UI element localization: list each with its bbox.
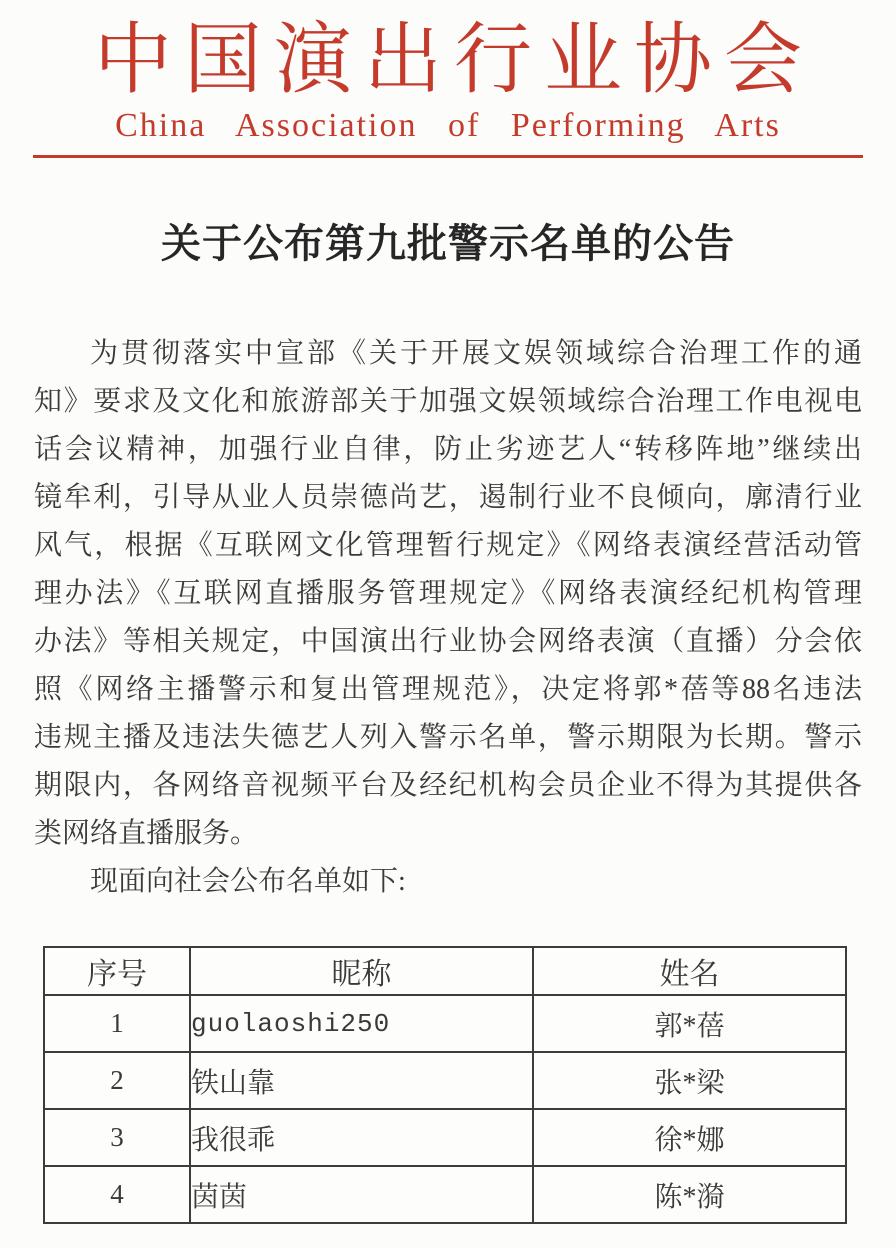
row-no: 2 <box>44 1052 190 1109</box>
column-header-nickname: 昵称 <box>190 947 533 995</box>
body-line: 风气，根据《互联网文化管理暂行规定》《网络表演经营活动管 <box>34 530 862 561</box>
row-nickname: 我很乖 <box>190 1109 533 1166</box>
row-name: 陈*漪 <box>533 1166 846 1223</box>
body-line: 照《网络主播警示和复出管理规范》，决定将郭*蓓等88名违法 <box>34 674 862 705</box>
row-name: 张*梁 <box>533 1052 846 1109</box>
row-no: 1 <box>44 995 190 1052</box>
body-line: 知》要求及文化和旅游部关于加强文娱领域综合治理工作电视电 <box>34 386 862 417</box>
column-header-name: 姓名 <box>533 947 846 995</box>
row-no: 3 <box>44 1109 190 1166</box>
letterhead-rule <box>33 155 863 158</box>
org-name-chinese: 中国演出行业协会 <box>93 16 814 103</box>
body-line: 话会议精神，加强行业自律，防止劣迹艺人“转移阵地”继续出 <box>34 434 862 465</box>
row-name: 郭*蓓 <box>533 995 846 1052</box>
column-header-no: 序号 <box>44 947 190 995</box>
body-line: 期限内，各网络音视频平台及经纪机构会员企业不得为其提供各 <box>34 770 862 801</box>
table-header-row <box>44 947 846 995</box>
row-nickname: 茵茵 <box>190 1166 533 1223</box>
table-row <box>44 1109 846 1166</box>
announcement-title: 关于公布第九批警示名单的公告 <box>161 221 735 266</box>
org-name-english: China Association of Performing Arts <box>115 107 781 144</box>
row-nickname: guolaoshi250 <box>190 995 533 1052</box>
body-line: 违规主播及违法失德艺人列入警示名单，警示期限为长期。警示 <box>34 722 862 753</box>
warning-list-table <box>43 946 847 1224</box>
row-name: 徐*娜 <box>533 1109 846 1166</box>
table-row <box>44 1166 846 1223</box>
body-line: 类网络直播服务。 <box>34 818 259 849</box>
body-line: 镜牟利，引导从业人员崇德尚艺，遏制行业不良倾向，廓清行业 <box>34 482 862 513</box>
table-row <box>44 995 846 1052</box>
announcement-body <box>34 330 862 858</box>
body-line: 办法》等相关规定，中国演出行业协会网络表演（直播）分会依 <box>34 626 862 657</box>
body-line: 为贯彻落实中宣部《关于开展文娱领域综合治理工作的通 <box>90 338 862 369</box>
row-no: 4 <box>44 1166 190 1223</box>
list-intro-line: 现面向社会公布名单如下: <box>90 866 406 897</box>
table-row <box>44 1052 846 1109</box>
body-line: 理办法》《互联网直播服务管理规定》《网络表演经纪机构管理 <box>34 578 862 609</box>
row-nickname: 铁山靠 <box>190 1052 533 1109</box>
